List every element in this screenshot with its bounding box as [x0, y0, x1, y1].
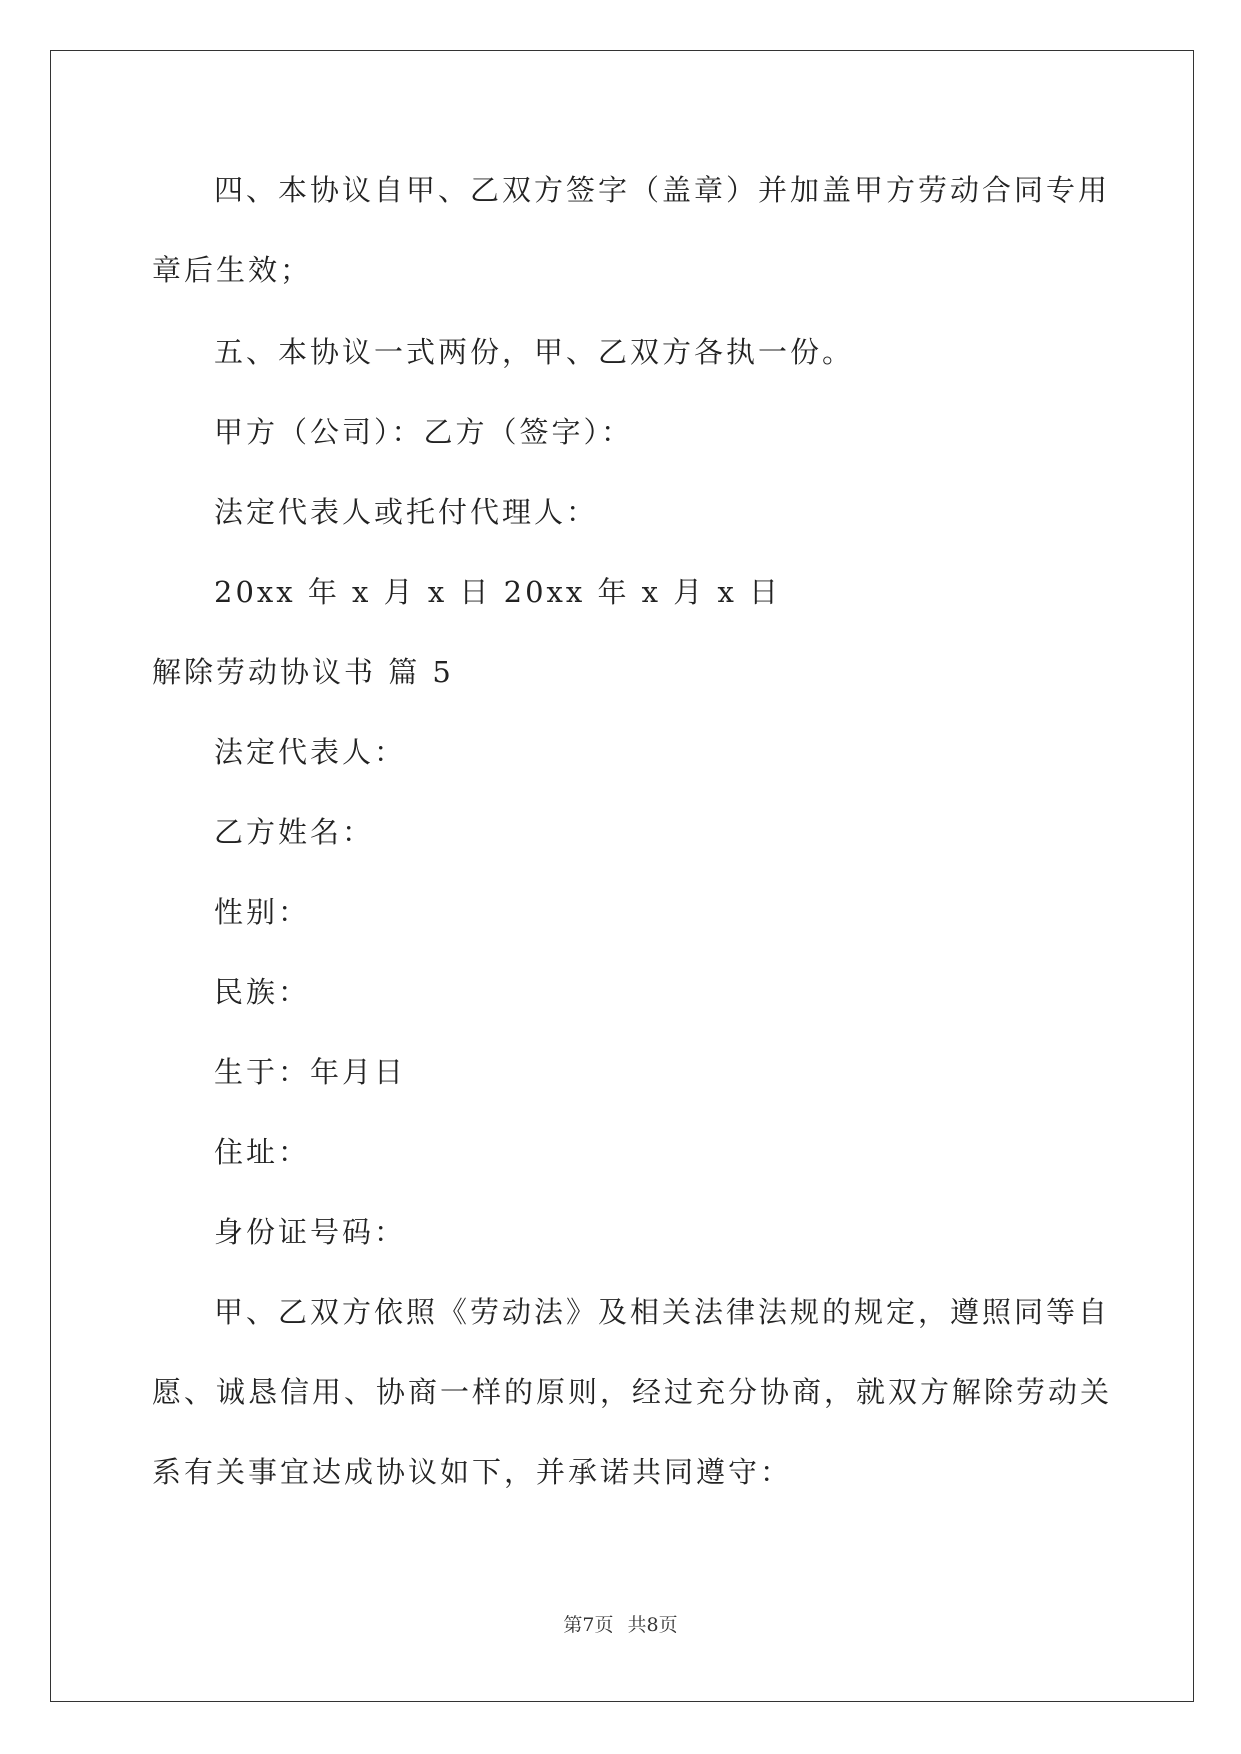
gender: 性别： [214, 895, 311, 929]
legal-representative: 法定代表人： [214, 735, 407, 769]
clause-4-line-1: 四、本协议自甲、乙双方签字（盖章）并加盖甲方劳动合同专用 [214, 173, 1111, 207]
section-heading: 解除劳动协议书 篇 5 [152, 655, 454, 689]
page-total: 共8页 [627, 1614, 678, 1636]
birth-date: 生于：年月日 [214, 1055, 407, 1089]
preamble-line-1: 甲、乙双方依照《劳动法》及相关法律法规的规定，遵照同等自 [214, 1295, 1111, 1329]
preamble-line-2: 愿、诚恳信用、协商一样的原则，经过充分协商，就双方解除劳动关 [152, 1375, 1113, 1409]
party-signatures: 甲方（公司）：乙方（签字）： [214, 415, 634, 449]
id-number: 身份证号码： [214, 1215, 407, 1249]
legal-representative-or-agent: 法定代表人或托付代理人： [214, 495, 599, 529]
preamble-line-3: 系有关事宜达成协议如下，并承诺共同遵守： [152, 1455, 793, 1489]
address: 住址： [214, 1135, 311, 1169]
page-footer [0, 1610, 1241, 1637]
signing-dates: 20xx 年 x 月 x 日 20xx 年 x 月 x 日 [214, 575, 782, 609]
clause-4-line-2: 章后生效； [152, 253, 313, 287]
ethnicity: 民族： [214, 975, 311, 1009]
party-b-name: 乙方姓名： [214, 815, 375, 849]
page-current: 第7页 [563, 1614, 614, 1636]
clause-5: 五、本协议一式两份，甲、乙双方各执一份。 [214, 335, 855, 369]
